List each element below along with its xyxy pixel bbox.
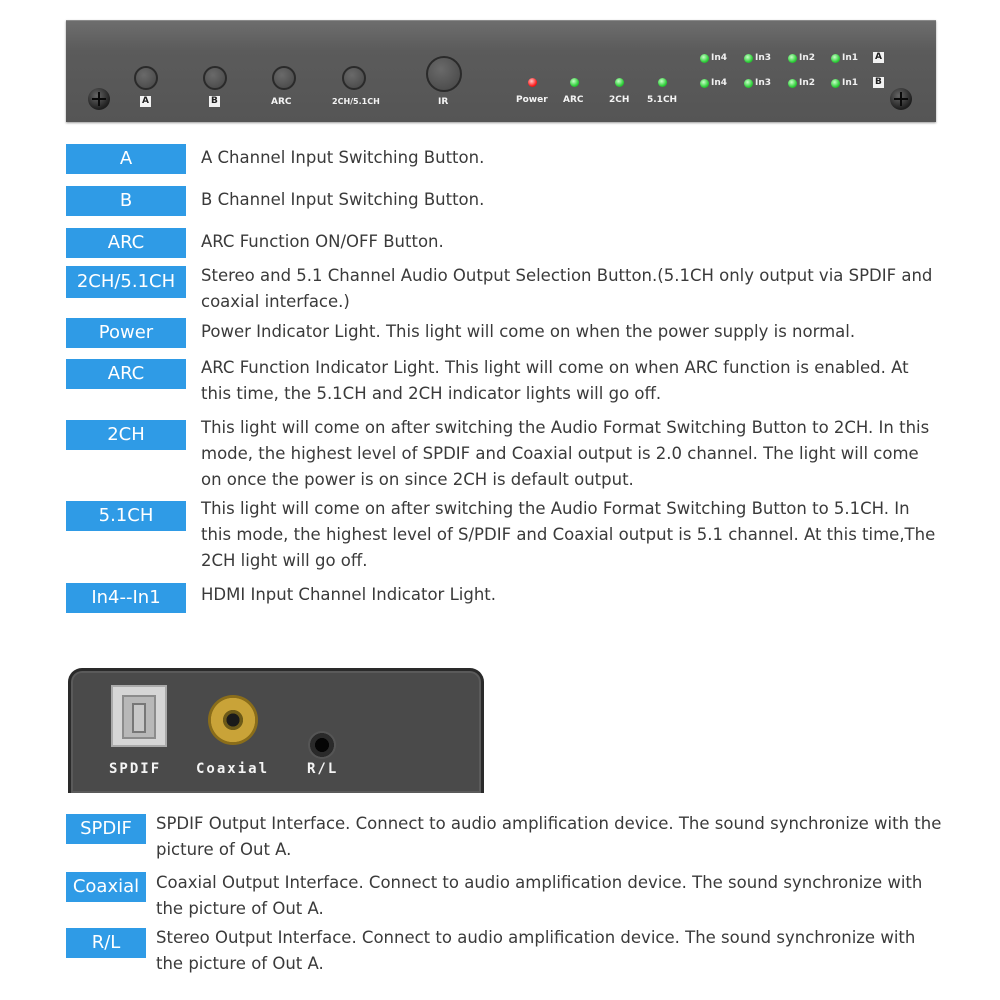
in3-b-led-icon <box>744 79 753 88</box>
row-a-label: A <box>875 52 882 62</box>
b-button-label: B <box>211 96 218 106</box>
in4-b-label: In4 <box>711 78 728 88</box>
item-tag: 5.1CH <box>66 501 186 531</box>
arc-button-graphic <box>272 66 296 90</box>
item-description: Power Indicator Light. This light will come on when the power supply is normal. <box>201 322 856 341</box>
item-description: HDMI Input Channel Indicator Light. <box>201 585 496 604</box>
mode-button-label: 2CH/5.1CH <box>332 97 380 106</box>
b-button-graphic <box>203 66 227 90</box>
a-button-label: A <box>142 96 149 106</box>
coaxial-port-label: Coaxial <box>196 761 270 777</box>
51ch-led-label: 5.1CH <box>647 95 678 105</box>
item-tag: ARC <box>66 359 186 389</box>
item-description: ARC Function ON/OFF Button. <box>201 232 444 251</box>
in3-a-led-icon <box>744 54 753 63</box>
in1-b-label: In1 <box>842 78 859 88</box>
2ch-led-label: 2CH <box>609 95 630 105</box>
spdif-port-label: SPDIF <box>109 761 162 777</box>
item-tag: A <box>66 144 186 174</box>
screw-icon <box>88 88 110 110</box>
mode-button-graphic <box>342 66 366 90</box>
item-description: Coaxial Output Interface. Connect to audio amplification device. The sound synchronize with the picture of Out A. <box>156 873 923 918</box>
item-tag: Power <box>66 318 186 348</box>
spdif-port-icon <box>111 685 167 747</box>
in4-a-led-icon <box>700 54 709 63</box>
rl-jack-icon <box>308 731 336 759</box>
back-panel-image <box>68 668 484 793</box>
arc-button-label: ARC <box>271 97 292 107</box>
item-description: SPDIF Output Interface. Connect to audio amplification device. The sound synchronize with the picture of Out A. <box>156 814 942 859</box>
in1-b-led-icon <box>831 79 840 88</box>
item-tag: In4--In1 <box>66 583 186 613</box>
arc-led-icon <box>570 78 579 87</box>
ir-receiver-graphic <box>426 56 462 92</box>
item-description: Stereo and 5.1 Channel Audio Output Selection Button.(5.1CH only output via SPDIF and coaxial interface.) <box>201 266 933 311</box>
power-led-label: Power <box>516 95 548 105</box>
item-tag: R/L <box>66 928 146 958</box>
item-tag: ARC <box>66 228 186 258</box>
item-description: Stereo Output Interface. Connect to audio amplification device. The sound synchronize with the picture of Out A. <box>156 928 916 973</box>
item-description: This light will come on after switching the Audio Format Switching Button to 5.1CH. In this mode, the highest level of S/PDIF and Coaxial output is 5.1 channel. At this time,The 2CH light will go off. <box>201 499 936 570</box>
arc-led-label: ARC <box>563 95 584 105</box>
in4-b-led-icon <box>700 79 709 88</box>
item-tag: B <box>66 186 186 216</box>
item-tag: 2CH <box>66 420 186 450</box>
coaxial-port-icon <box>208 695 258 745</box>
screw-icon <box>890 88 912 110</box>
item-description: B Channel Input Switching Button. <box>201 190 485 209</box>
item-description: This light will come on after switching the Audio Format Switching Button to 2CH. In this mode, the highest level of SPDIF and Coaxial output is 2.0 channel. The light will come on once the power is on since 2CH is default output. <box>201 418 930 489</box>
item-tag: Coaxial <box>66 872 146 902</box>
in3-a-label: In3 <box>755 53 772 63</box>
in2-b-label: In2 <box>799 78 816 88</box>
in2-a-led-icon <box>788 54 797 63</box>
item-description: ARC Function Indicator Light. This light will come on when ARC function is enabled. At this time, the 5.1CH and 2CH indicator lights will go off. <box>201 358 909 403</box>
front-panel-image <box>66 20 936 122</box>
2ch-led-icon <box>615 78 624 87</box>
item-description: A Channel Input Switching Button. <box>201 148 485 167</box>
ir-label: IR <box>438 97 449 107</box>
in4-a-label: In4 <box>711 53 728 63</box>
in3-b-label: In3 <box>755 78 772 88</box>
item-tag: SPDIF <box>66 814 146 844</box>
in2-a-label: In2 <box>799 53 816 63</box>
in1-a-led-icon <box>831 54 840 63</box>
in1-a-label: In1 <box>842 53 859 63</box>
51ch-led-icon <box>658 78 667 87</box>
a-button-graphic <box>134 66 158 90</box>
row-b-label: B <box>875 77 882 87</box>
power-led-icon <box>528 78 537 87</box>
rl-jack-label: R/L <box>307 761 339 777</box>
item-tag: 2CH/5.1CH <box>66 266 186 298</box>
in2-b-led-icon <box>788 79 797 88</box>
